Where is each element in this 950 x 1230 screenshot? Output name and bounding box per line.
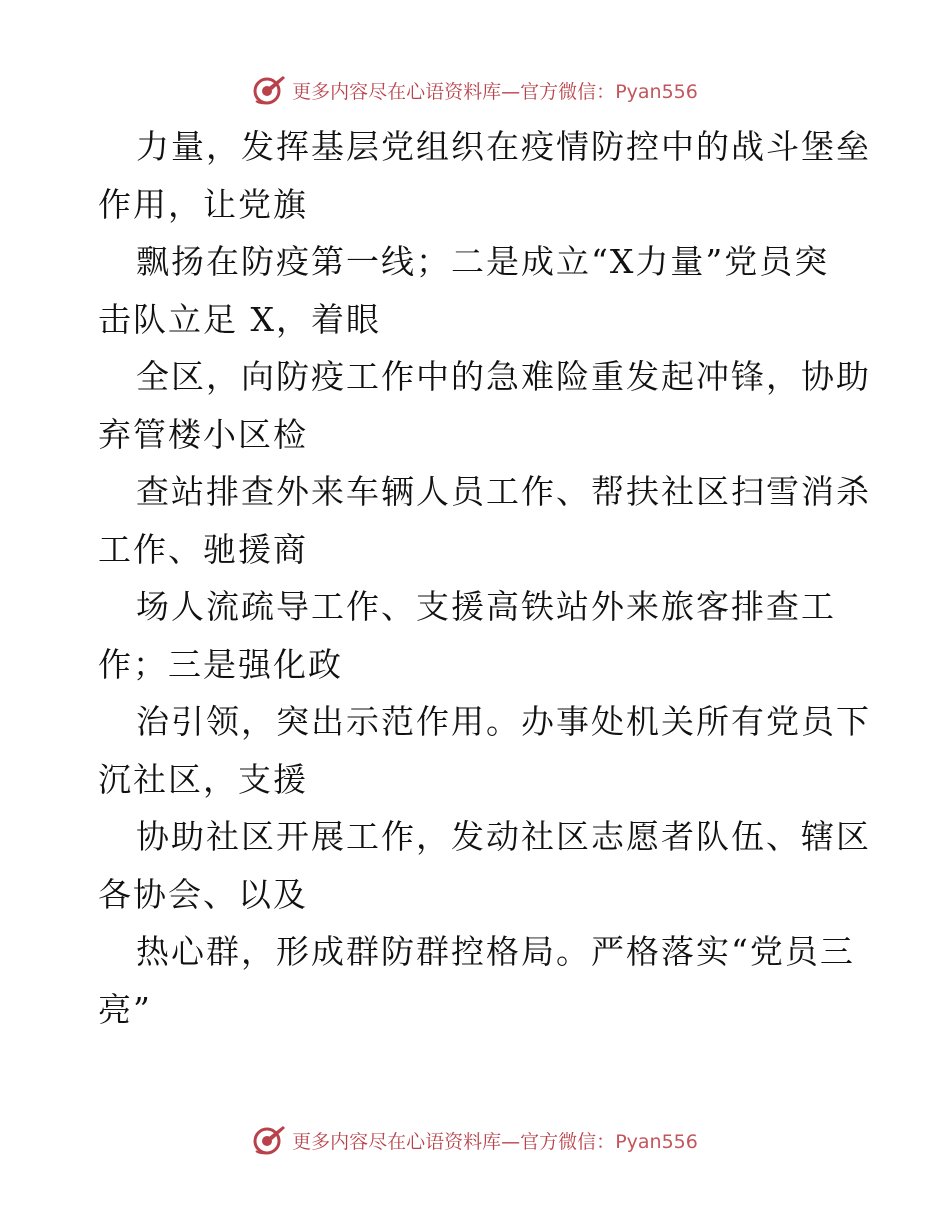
pen-logo-icon [252, 73, 286, 107]
text-line: 协助社区开展工作，发动社区志愿者队伍、辖区 [136, 817, 871, 856]
text-line: 查站排查外来车辆人员工作、帮扶社区扫雪消杀 [136, 472, 871, 511]
header-banner-main: 更多内容尽在心语资料库 [292, 80, 502, 103]
text-line: 弃管楼小区检 [98, 414, 308, 454]
text-line: 治引领，突出示范作用。办事处机关所有党员下 [136, 702, 871, 741]
text-line: 工作、驰援商 [98, 529, 308, 569]
text-line: 作；三是强化政 [98, 644, 343, 684]
text-line: 力量，发挥基层党组织在疫情防控中的战斗堡垒 [136, 127, 871, 166]
text-line: 飘扬在防疫第一线；二是成立“X力量”党员突 [136, 242, 830, 281]
header-banner [0, 70, 950, 110]
text-line: 场人流疏导工作、支援高铁站外来旅客排查工 [136, 587, 836, 626]
text-line: 热心群，形成群防群控格局。严格落实“党员三 [136, 932, 855, 971]
footer-banner-wechat: 官方微信： [520, 1130, 616, 1153]
text-line: 各协会、以及 [98, 874, 308, 914]
footer-banner-text [292, 1127, 698, 1154]
text-line: 作用，让党旗 [98, 184, 308, 224]
footer-banner-dash: — [501, 1130, 521, 1153]
text-line: 击队立足 X，着眼 [98, 299, 381, 339]
header-banner-id: Pyan556 [615, 80, 698, 103]
document-body [98, 118, 871, 1038]
footer-banner-main: 更多内容尽在心语资料库 [292, 1130, 502, 1153]
text-line: 亮” [98, 989, 152, 1029]
text-line: 全区，向防疫工作中的急难险重发起冲锋，协助 [136, 357, 871, 396]
footer-banner [0, 1120, 950, 1160]
text-line: 沉社区，支援 [98, 759, 308, 799]
pen-logo-icon [252, 1123, 286, 1157]
footer-banner-id: Pyan556 [615, 1130, 698, 1153]
header-banner-text [292, 77, 698, 104]
header-banner-dash: — [501, 80, 521, 103]
header-banner-wechat: 官方微信： [520, 80, 616, 103]
